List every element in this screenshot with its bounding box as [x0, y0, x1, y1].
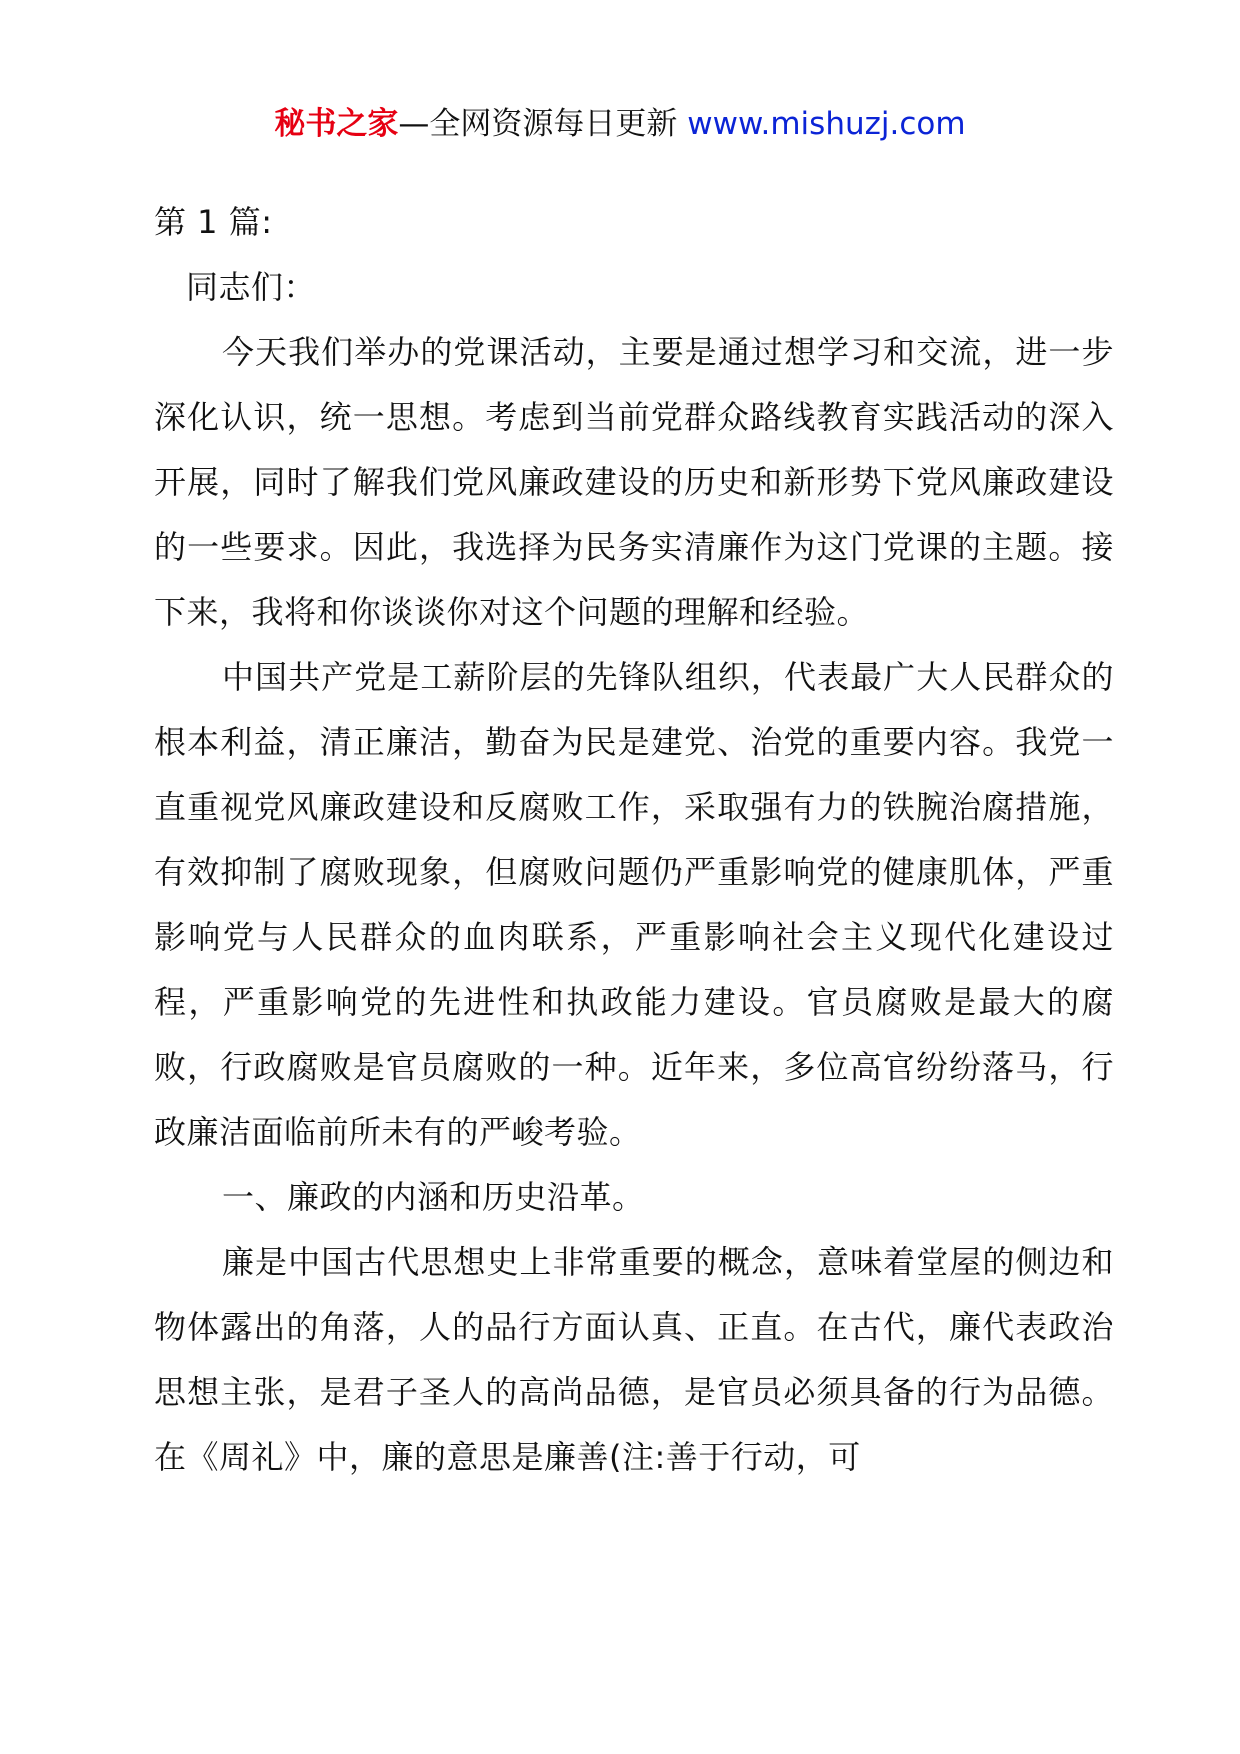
- section-heading: 一、廉政的内涵和历史沿革。: [222, 1178, 645, 1216]
- paragraph: 中国共产党是工薪阶层的先锋队组织，代表最广大人民群众的根本利益，清正廉洁，勤奋为民是建党、治党的重要内容。我党一直重视党风廉政建设和反腐败工作，采取强有力的铁腕治腐措施，有效抑制了腐败现象，但腐败问题仍严重影响党的健康肌体，严重影响党与人民群众的血肉联系，严重影响社会主义现代化建设过程，严重影响党的先进性和执政能力建设。官员腐败是最大的腐败，行政腐败是官员腐败的一种。近年来，多位高官纷纷落马，行政廉洁面临前所未有的严峻考验。: [154, 658, 1114, 1151]
- paragraph: 今天我们举办的党课活动，主要是通过想学习和交流，进一步深化认识，统一思想。考虑到当前党群众路线教育实践活动的深入开展，同时了解我们党风廉政建设的历史和新形势下党风廉政建设的一些要求。因此，我选择为民务实清廉作为这门党课的主题。接下来，我将和你谈谈你对这个问题的理解和经验。: [154, 333, 1114, 631]
- header-tagline: —全网资源每日更新: [398, 106, 688, 142]
- page-header: [0, 100, 1240, 148]
- website-link[interactable]: www.mishuzj.com: [687, 106, 966, 142]
- salutation: 同志们：: [186, 268, 317, 306]
- section-label: 第 1 篇:: [154, 203, 273, 241]
- document-body: [154, 190, 1114, 1490]
- brand-name: 秘书之家: [274, 106, 399, 142]
- paragraph: 廉是中国古代思想史上非常重要的概念，意味着堂屋的侧边和物体露出的角落，人的品行方面认真、正直。在古代，廉代表政治思想主张，是君子圣人的高尚品德，是官员必须具备的行为品德。在《周礼》中，廉的意思是廉善(注:善于行动，可: [154, 1243, 1114, 1476]
